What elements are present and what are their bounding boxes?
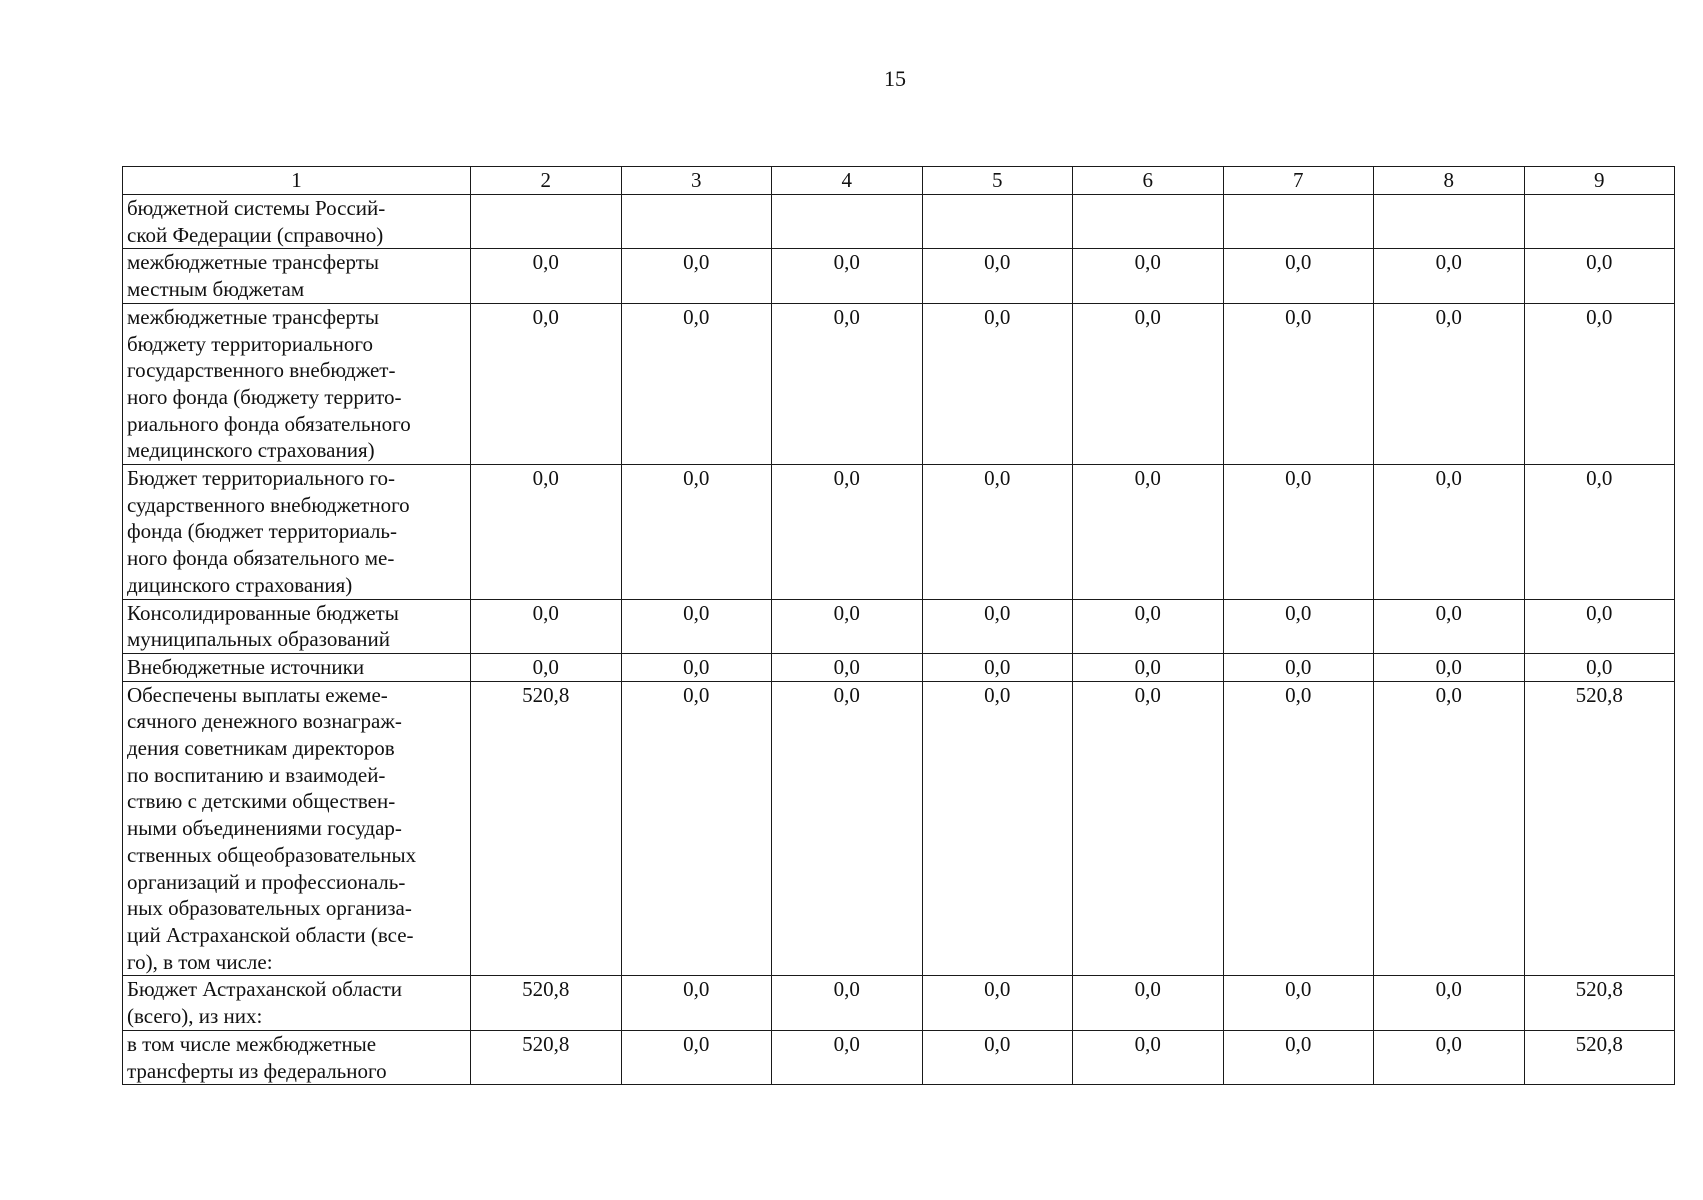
table-row <box>123 653 1675 681</box>
value-cell <box>1223 195 1374 249</box>
row-label: межбюджетные трансферты местным бюджетам <box>123 249 471 303</box>
page-number: 15 <box>884 66 906 91</box>
row-label: в том числе межбюджетные трансферты из федерального <box>123 1030 471 1084</box>
value-cell: 0,0 <box>1374 681 1525 976</box>
column-number: 3 <box>621 167 772 195</box>
value-cell: 0,0 <box>772 681 923 976</box>
value-cell: 0,0 <box>922 1030 1073 1084</box>
value-cell: 520,8 <box>471 681 622 976</box>
value-cell: 0,0 <box>922 653 1073 681</box>
value-cell: 0,0 <box>1073 653 1224 681</box>
value-cell: 0,0 <box>922 303 1073 464</box>
column-number: 1 <box>123 167 471 195</box>
row-label: Бюджет Астраханской области (всего), из них: <box>123 976 471 1030</box>
value-cell: 0,0 <box>621 465 772 600</box>
row-label: Бюджет территориального го- сударственного внебюджетного фонда (бюджет территориаль- ного фонда обязательного ме- дицинского страхования) <box>123 465 471 600</box>
value-cell: 0,0 <box>1223 249 1374 303</box>
value-cell: 0,0 <box>922 681 1073 976</box>
row-label: Обеспечены выплаты ежеме- сячного денежного вознаграж- дения советникам директоров по воспитанию и взаимодей- ствию с детскими обществен- ными объединениями государ- ственных общеобразовательных организаций и профессиональ- ных образовательных организа- ций Астраханской области (все- го), в том числе: <box>123 681 471 976</box>
value-cell: 0,0 <box>1374 1030 1525 1084</box>
column-number: 7 <box>1223 167 1374 195</box>
value-cell: 0,0 <box>1223 599 1374 653</box>
row-label: Консолидированные бюджеты муниципальных образований <box>123 599 471 653</box>
column-number: 4 <box>772 167 923 195</box>
value-cell: 0,0 <box>772 1030 923 1084</box>
value-cell: 0,0 <box>1524 599 1675 653</box>
value-cell: 0,0 <box>772 249 923 303</box>
value-cell: 0,0 <box>772 303 923 464</box>
value-cell: 0,0 <box>1073 1030 1224 1084</box>
value-cell: 0,0 <box>621 249 772 303</box>
value-cell <box>471 195 622 249</box>
value-cell: 0,0 <box>1073 303 1224 464</box>
value-cell: 520,8 <box>1524 1030 1675 1084</box>
value-cell: 520,8 <box>471 976 622 1030</box>
value-cell: 0,0 <box>1223 1030 1374 1084</box>
value-cell: 0,0 <box>471 653 622 681</box>
column-number: 8 <box>1374 167 1525 195</box>
value-cell: 0,0 <box>1524 465 1675 600</box>
column-number: 6 <box>1073 167 1224 195</box>
table-row <box>123 599 1675 653</box>
value-cell <box>922 195 1073 249</box>
value-cell: 0,0 <box>621 681 772 976</box>
value-cell: 0,0 <box>1223 465 1374 600</box>
value-cell: 0,0 <box>772 653 923 681</box>
value-cell: 0,0 <box>1223 653 1374 681</box>
value-cell: 0,0 <box>1374 976 1525 1030</box>
value-cell: 0,0 <box>1374 465 1525 600</box>
value-cell: 0,0 <box>1073 465 1224 600</box>
column-number: 9 <box>1524 167 1675 195</box>
value-cell: 0,0 <box>922 249 1073 303</box>
value-cell: 520,8 <box>1524 976 1675 1030</box>
value-cell: 0,0 <box>1223 681 1374 976</box>
table-row <box>123 681 1675 976</box>
value-cell: 0,0 <box>772 976 923 1030</box>
value-cell: 0,0 <box>471 599 622 653</box>
value-cell: 0,0 <box>471 465 622 600</box>
value-cell <box>621 195 772 249</box>
table-row <box>123 249 1675 303</box>
value-cell <box>1374 195 1525 249</box>
value-cell <box>1073 195 1224 249</box>
value-cell: 0,0 <box>922 599 1073 653</box>
value-cell: 0,0 <box>1073 249 1224 303</box>
row-label: бюджетной системы Россий- ской Федерации (справочно) <box>123 195 471 249</box>
value-cell: 0,0 <box>1374 653 1525 681</box>
value-cell: 0,0 <box>621 599 772 653</box>
value-cell: 0,0 <box>772 599 923 653</box>
column-number: 5 <box>922 167 1073 195</box>
value-cell: 520,8 <box>471 1030 622 1084</box>
value-cell: 0,0 <box>1374 249 1525 303</box>
table-row <box>123 195 1675 249</box>
table-row <box>123 1030 1675 1084</box>
value-cell: 0,0 <box>1223 303 1374 464</box>
value-cell <box>772 195 923 249</box>
budget-table <box>122 166 1675 1085</box>
value-cell: 0,0 <box>922 465 1073 600</box>
value-cell: 0,0 <box>1524 303 1675 464</box>
value-cell: 0,0 <box>621 653 772 681</box>
value-cell: 0,0 <box>621 1030 772 1084</box>
value-cell: 0,0 <box>1073 976 1224 1030</box>
value-cell: 0,0 <box>621 976 772 1030</box>
value-cell: 0,0 <box>1524 249 1675 303</box>
value-cell: 0,0 <box>621 303 772 464</box>
column-number: 2 <box>471 167 622 195</box>
value-cell: 0,0 <box>772 465 923 600</box>
value-cell: 0,0 <box>471 303 622 464</box>
value-cell: 0,0 <box>1073 599 1224 653</box>
value-cell: 0,0 <box>1374 599 1525 653</box>
row-label: Внебюджетные источники <box>123 653 471 681</box>
value-cell: 0,0 <box>1524 653 1675 681</box>
row-label: межбюджетные трансферты бюджету территориального государственного внебюджет- ного фонда (бюджету террито- риального фонда обязательного медицинского страхования) <box>123 303 471 464</box>
table-row <box>123 976 1675 1030</box>
value-cell: 0,0 <box>471 249 622 303</box>
value-cell: 0,0 <box>922 976 1073 1030</box>
table-row <box>123 465 1675 600</box>
value-cell <box>1524 195 1675 249</box>
value-cell: 0,0 <box>1223 976 1374 1030</box>
table-header-row <box>123 167 1675 195</box>
value-cell: 520,8 <box>1524 681 1675 976</box>
table-row <box>123 303 1675 464</box>
value-cell: 0,0 <box>1073 681 1224 976</box>
value-cell: 0,0 <box>1374 303 1525 464</box>
